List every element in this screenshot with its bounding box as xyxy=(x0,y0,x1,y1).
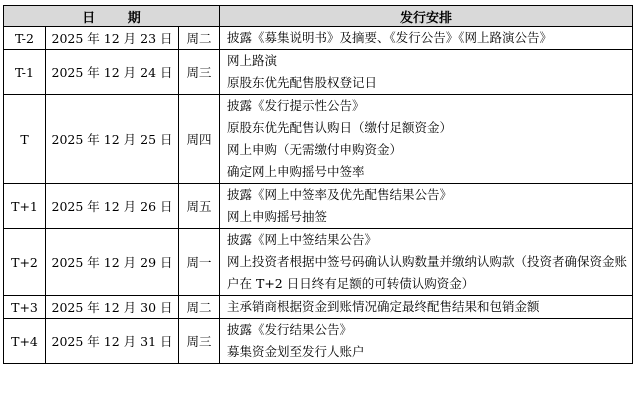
weekday-cell: 周三 xyxy=(179,319,220,364)
event-item: 募集资金划至发行人账户 xyxy=(227,344,365,359)
event-item: 确定网上申购摇号中签率 xyxy=(227,164,365,179)
date-cell: 2025 年 12 月 29 日 xyxy=(46,229,179,296)
weekday-cell: 周一 xyxy=(179,229,220,296)
day-cell: T xyxy=(4,95,46,184)
date-cell: 2025 年 12 月 25 日 xyxy=(46,95,179,184)
date-cell: 2025 年 12 月 24 日 xyxy=(46,50,179,95)
schedule-row xyxy=(4,50,633,95)
schedule-row xyxy=(4,229,633,296)
schedule-row xyxy=(4,296,633,319)
issuance-schedule-table xyxy=(3,5,633,364)
events-cell xyxy=(220,27,633,50)
event-item: 披露《募集说明书》及摘要、《发行公告》《网上路演公告》 xyxy=(227,30,553,45)
schedule-row xyxy=(4,95,633,184)
weekday-cell: 周三 xyxy=(179,50,220,95)
event-item: 披露《发行提示性公告》 xyxy=(227,98,365,113)
events-cell xyxy=(220,319,633,364)
weekday-cell: 周五 xyxy=(179,184,220,229)
schedule-column-header: 发行安排 xyxy=(220,6,633,27)
date-cell: 2025 年 12 月 31 日 xyxy=(46,319,179,364)
event-item: 原股东优先配售股权登记日 xyxy=(227,75,378,90)
event-item: 披露《网上中签结果公告》 xyxy=(227,232,378,247)
event-item: 原股东优先配售认购日（缴付足额资金） xyxy=(227,120,453,135)
events-cell xyxy=(220,296,633,319)
events-cell xyxy=(220,229,633,296)
date-cell: 2025 年 12 月 30 日 xyxy=(46,296,179,319)
weekday-cell: 周二 xyxy=(179,27,220,50)
weekday-cell: 周二 xyxy=(179,296,220,319)
events-cell xyxy=(220,184,633,229)
event-item: 披露《发行结果公告》 xyxy=(227,322,353,337)
event-item: 网上投资者根据中签号码确认认购数量并缴纳认购款（投资者确保资金账户在 T+2 日日终有足额的可转债认购资金） xyxy=(227,254,628,291)
event-item: 披露《网上中签率及优先配售结果公告》 xyxy=(227,187,453,202)
schedule-row xyxy=(4,319,633,364)
day-cell: T+3 xyxy=(4,296,46,319)
event-item: 主承销商根据资金到账情况确定最终配售结果和包销金额 xyxy=(227,299,540,314)
day-cell: T+2 xyxy=(4,229,46,296)
schedule-row xyxy=(4,184,633,229)
date-cell: 2025 年 12 月 23 日 xyxy=(46,27,179,50)
date-column-header: 日 期 xyxy=(4,6,220,27)
weekday-cell: 周四 xyxy=(179,95,220,184)
events-cell xyxy=(220,50,633,95)
day-cell: T+4 xyxy=(4,319,46,364)
event-item: 网上申购摇号抽签 xyxy=(227,209,328,224)
date-cell: 2025 年 12 月 26 日 xyxy=(46,184,179,229)
schedule-row xyxy=(4,27,633,50)
event-item: 网上申购（无需缴付申购资金） xyxy=(227,142,403,157)
day-cell: T-1 xyxy=(4,50,46,95)
table-header-row xyxy=(4,6,633,27)
day-cell: T-2 xyxy=(4,27,46,50)
event-item: 网上路演 xyxy=(227,53,278,68)
day-cell: T+1 xyxy=(4,184,46,229)
events-cell xyxy=(220,95,633,184)
